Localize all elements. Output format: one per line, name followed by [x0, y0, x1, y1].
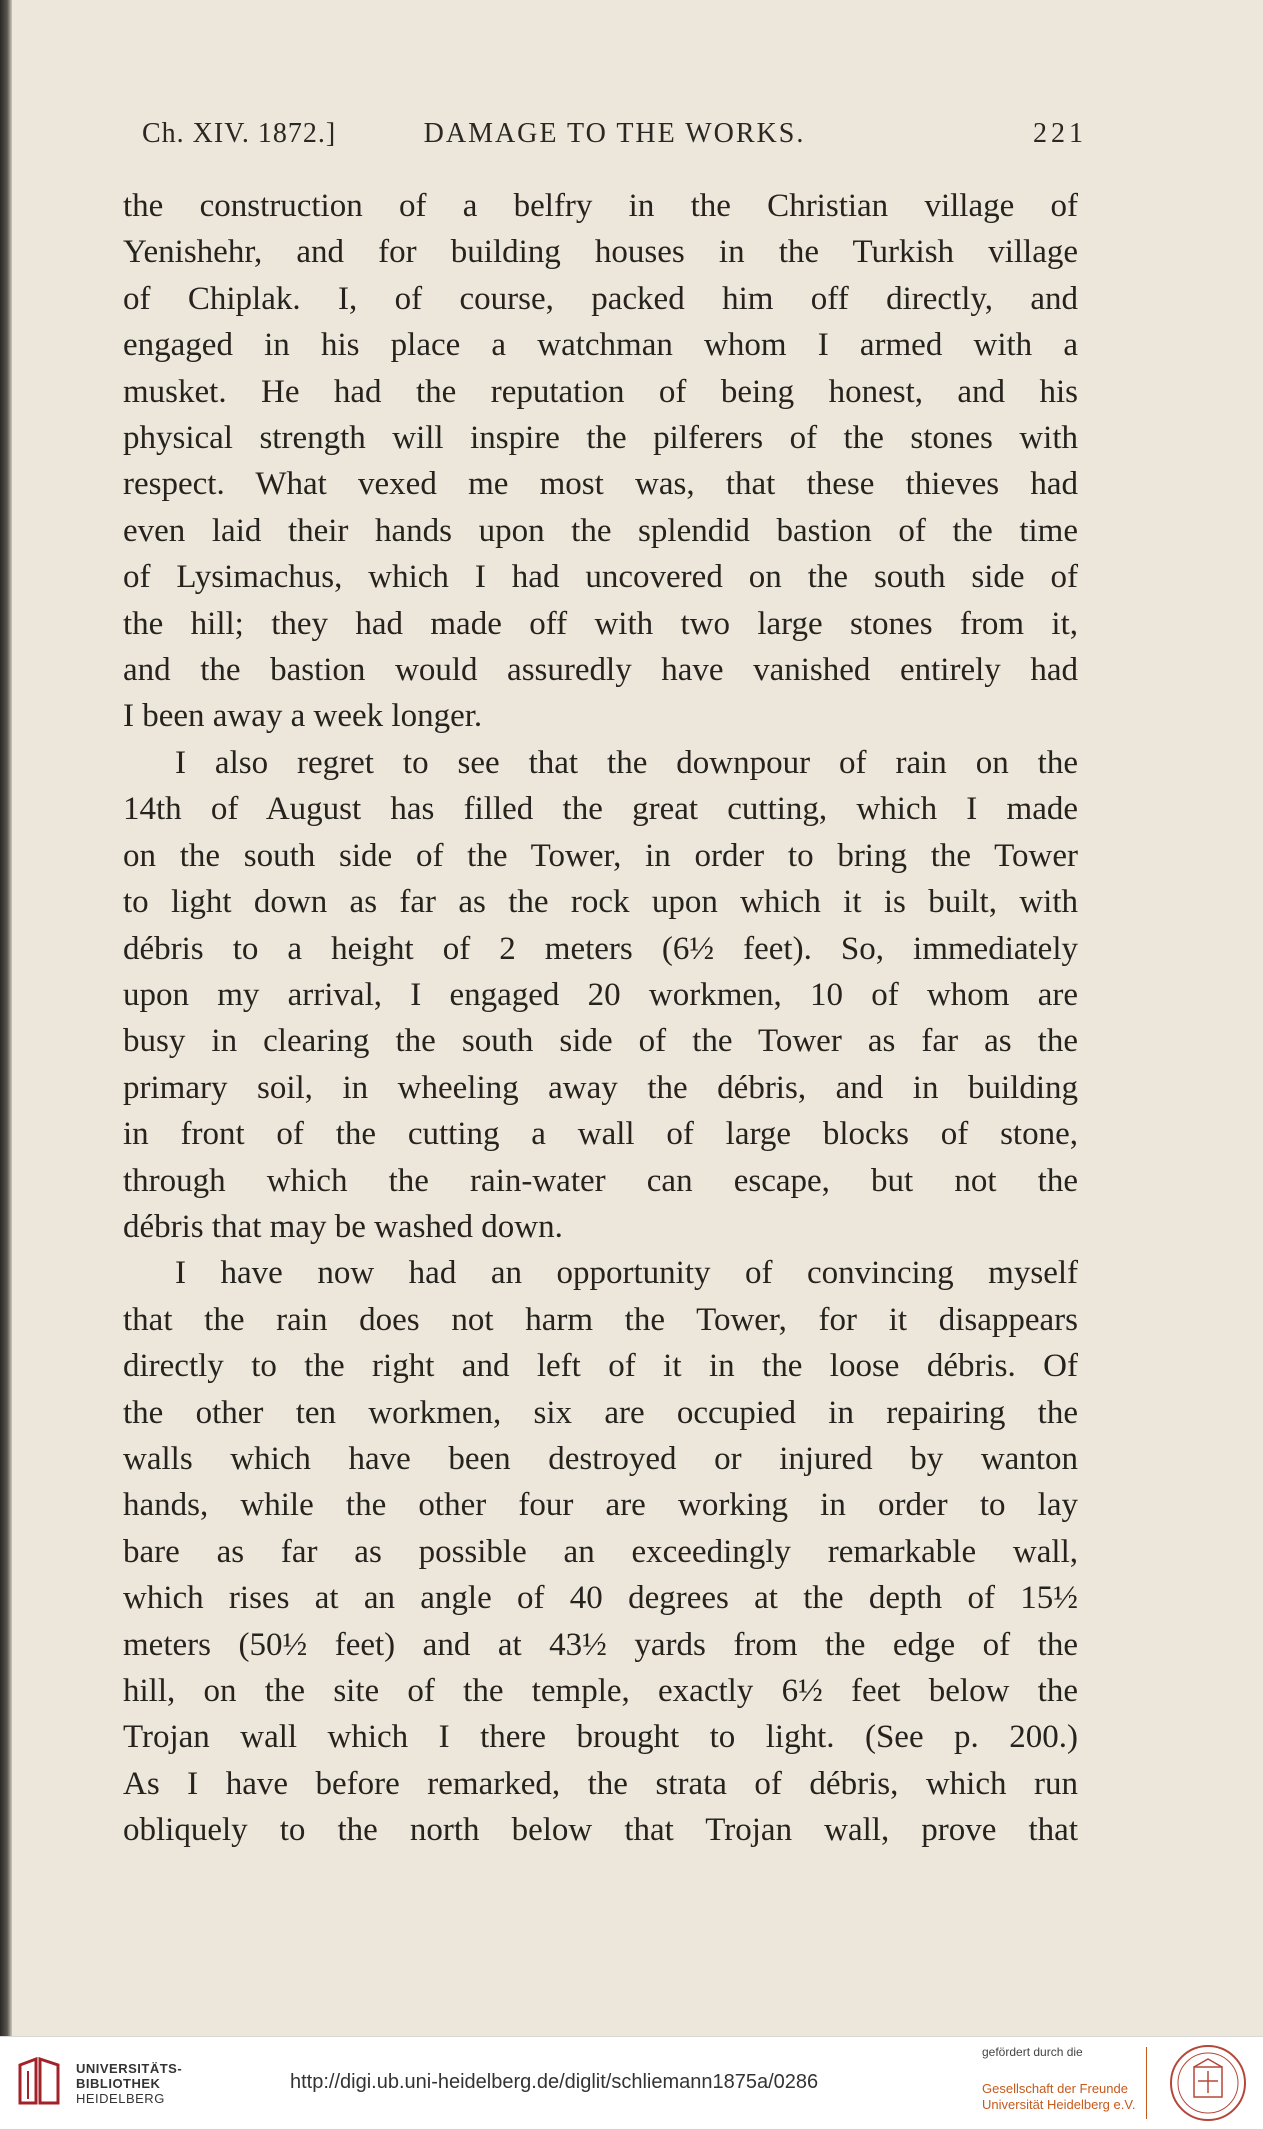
text-line: meters (50½ feet) and at 43½ yards from the edge of the	[123, 1626, 1078, 1663]
running-header	[142, 118, 1087, 158]
text-line: on the south side of the Tower, in order to bring the Tower	[123, 837, 1078, 874]
digitization-footer	[0, 2036, 1263, 2129]
library-name: UNIVERSITÄTS- BIBLIOTHEK HEIDELBERG	[76, 2061, 183, 2106]
body-text	[123, 183, 1078, 1854]
text-line: As I have before remarked, the strata of débris, which run	[123, 1765, 1078, 1802]
text-line: the construction of a belfry in the Christian village of	[123, 188, 1078, 224]
text-line: walls which have been destroyed or injured by wanton	[123, 1440, 1078, 1477]
text-line: which rises at an angle of 40 degrees at the depth of 15½	[123, 1580, 1078, 1617]
text-line: Yenishehr, and for building houses in the Turkish village	[123, 234, 1078, 271]
library-logo-icon	[14, 2055, 64, 2109]
text-line: Trojan wall which I there brought to light. (See p. 200.)	[123, 1719, 1078, 1756]
permalink-url[interactable]: http://digi.ub.uni-heidelberg.de/diglit/schliemann1875a/0286	[290, 2071, 819, 2093]
footer-divider	[1146, 2047, 1147, 2119]
text-line: hill, on the site of the temple, exactly 6½ feet below the	[123, 1673, 1078, 1709]
text-line-indented: I have now had an opportunity of convincing myself	[175, 1255, 1078, 1292]
text-line: upon my arrival, I engaged 20 workmen, 10 of whom are	[123, 976, 1078, 1013]
text-line: and the bastion would assuredly have vanished entirely had	[123, 652, 1078, 689]
text-line: hands, while the other four are working in order to lay	[123, 1487, 1078, 1524]
university-seal-icon	[1168, 2043, 1248, 2123]
book-binding-edge	[0, 0, 12, 2036]
text-line: engaged in his place a watchman whom I armed with a	[123, 327, 1078, 364]
text-line: obliquely to the north below that Trojan wall, prove that	[123, 1812, 1078, 1849]
text-line: bare as far as possible an exceedingly remarkable wall,	[123, 1533, 1078, 1570]
text-line: directly to the right and left of it in the loose débris. Of	[123, 1348, 1078, 1385]
text-line: respect. What vexed me most was, that these thieves had	[123, 466, 1078, 503]
sponsor-label: gefördert durch die	[982, 2045, 1083, 2059]
page-number: 221	[1033, 118, 1087, 149]
text-line: to light down as far as the rock upon which it is built, with	[123, 884, 1078, 921]
text-line: primary soil, in wheeling away the débris, and in building	[123, 1069, 1078, 1106]
text-line-indented: I also regret to see that the downpour of rain on the	[175, 744, 1078, 781]
text-line: even laid their hands upon the splendid bastion of the time	[123, 512, 1078, 549]
text-line: the hill; they had made off with two large stones from it,	[123, 605, 1078, 642]
text-line: through which the rain-water can escape, but not the	[123, 1162, 1078, 1199]
text-line: musket. He had the reputation of being honest, and his	[123, 373, 1078, 410]
text-line: débris to a height of 2 meters (6½ feet). So, immediately	[123, 930, 1078, 967]
text-line: in front of the cutting a wall of large blocks of stone,	[123, 1116, 1078, 1153]
text-line: of Lysimachus, which I had uncovered on the south side of	[123, 559, 1078, 596]
text-line: busy in clearing the south side of the Tower as far as the	[123, 1023, 1078, 1060]
text-line: the other ten workmen, six are occupied in repairing the	[123, 1394, 1078, 1431]
text-line: 14th of August has filled the great cutting, which I made	[123, 791, 1078, 828]
text-line: débris that may be washed down.	[123, 1208, 563, 1245]
running-title: DAMAGE TO THE WORKS.	[423, 118, 806, 149]
text-line: that the rain does not harm the Tower, for it disappears	[123, 1301, 1078, 1338]
text-line: I been away a week longer.	[123, 698, 483, 735]
sponsor-name: Gesellschaft der Freunde Universität Heidelberg e.V.	[982, 2081, 1136, 2112]
chapter-ref: Ch. XIV. 1872.]	[142, 118, 337, 149]
text-line: of Chiplak. I, of course, packed him off directly, and	[123, 280, 1078, 317]
text-line: physical strength will inspire the pilferers of the stones with	[123, 420, 1078, 457]
